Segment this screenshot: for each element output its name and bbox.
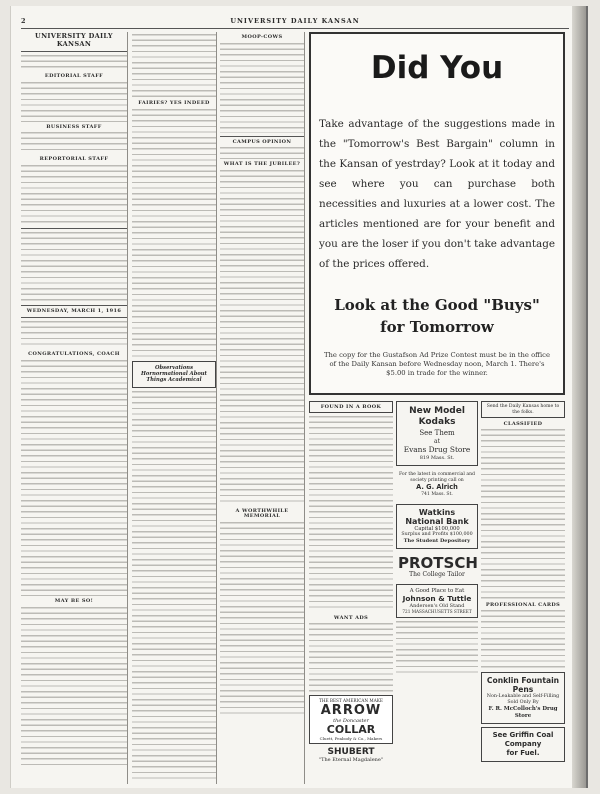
fairies-article — [132, 109, 216, 359]
arrow-collar-word: COLLAR — [326, 722, 376, 736]
arrow-top: THE BEST AMERICAN MAKE — [319, 698, 383, 703]
moop-cows-heading: MOOP-COWS — [241, 34, 283, 40]
masthead-notices — [21, 232, 127, 302]
jubilee-letter — [220, 170, 304, 506]
ad-headline: Did You — [370, 50, 504, 86]
editorial-staff-heading: EDITORIAL STAFF — [44, 73, 104, 79]
found-heading: FOUND IN A BOOK — [320, 404, 382, 410]
campus-opinion-intro — [220, 147, 304, 159]
conklin-title: Conklin Fountain Pens — [486, 676, 560, 695]
conklin-sub: Non-Leakable and Self-Filling — [486, 694, 560, 700]
watkins-name: Watkins National Bank — [405, 507, 469, 526]
column-2-top-text — [132, 34, 216, 98]
kodaks-see-them: See Them — [419, 429, 455, 437]
griffin-coal-ad — [481, 727, 565, 762]
roberts-ad-text — [396, 621, 478, 675]
moop-cows-poem — [220, 43, 304, 133]
worthwhile-heading: A WORTHWHILE MEMORIAL — [235, 507, 289, 520]
column-rule — [304, 32, 305, 784]
arrow-model: the Doncaster — [333, 717, 369, 724]
arrow-maker: Cluett, Peabody & Co., Makers — [319, 735, 383, 741]
newspaper-page — [10, 6, 588, 788]
conklin-dealer: F. R. McColloch's Drug Store — [488, 706, 558, 720]
johnson-tuttle-ad — [396, 584, 478, 618]
want-ads-list — [309, 623, 393, 693]
shubert-ad — [309, 747, 393, 763]
page-spine-edge — [572, 6, 586, 788]
shubert-name: SHUBERT — [327, 747, 375, 758]
ad-body: Take advantage of the suggestions made in the "Tomorrow's Best Bargain" column in the Kansan of yestrday? Look at it today and see where you can purchase both necessities and luxuries at a lower cost. The articles mentioned are for your benefit and you are the loser if you don't take advantage of the prices offered. — [319, 118, 555, 270]
johnson-name: Johnson & Tuttle — [402, 593, 472, 603]
editorial-staff-list — [21, 82, 127, 122]
divider — [220, 136, 304, 137]
jubilee-heading: WHAT IS THE JUBILEE? — [223, 161, 301, 168]
kodaks-ad — [396, 401, 478, 466]
ads-column — [396, 401, 478, 784]
protsch-tagline: The College Tailor — [409, 570, 465, 578]
masthead-intro-text — [21, 55, 127, 71]
found-article — [309, 416, 393, 612]
observations-article — [132, 391, 216, 783]
professional-cards-list — [481, 610, 565, 670]
dateline: WEDNESDAY, MARCH 1, 1916 — [26, 307, 122, 314]
column-rule — [216, 32, 217, 784]
wilson-item-text — [21, 321, 127, 349]
conklin-sold: Sold Only By — [507, 700, 539, 706]
arrow-collar-ad — [309, 695, 393, 744]
masthead-name: UNIVERSITY DAILY KANSAN — [35, 32, 113, 48]
business-staff-list — [21, 132, 127, 154]
alrich-name: A. G. Alrich — [416, 483, 458, 492]
running-title: UNIVERSITY DAILY KANSAN — [230, 17, 360, 25]
business-staff-heading: BUSINESS STAFF — [46, 123, 102, 130]
protsch-name: PROTSCH — [398, 553, 478, 572]
may-be-so-article — [21, 607, 127, 767]
divider — [21, 317, 127, 318]
arrow-brand: ARROW — [320, 702, 382, 718]
griffin-line-1: See Griffin Coal Company — [492, 731, 554, 749]
column-2 — [132, 32, 216, 784]
fairies-heading: FAIRIES? YES INDEED — [138, 100, 210, 106]
ad-look-line-2: for Tomorrow — [380, 318, 494, 336]
conklin-ad — [481, 672, 565, 724]
ad-footer: The copy for the Gustafson Ad Prize Contest must be in the office of the Daily Kansan before Wednesday noon, March 1. There's $5.00 in trade for the winner. — [323, 351, 550, 377]
classified-column — [481, 401, 565, 784]
classified-heading: CLASSIFIED — [503, 421, 543, 428]
johnson-intro: A Good Place to Eat — [409, 587, 465, 594]
watkins-capital: Capital $100,000 — [414, 525, 460, 532]
send-home-text: Send the Daily Kansas home to the folks. — [486, 404, 560, 415]
ad-look-line-1: Look at the Good "Buys" — [334, 296, 540, 314]
may-be-so-heading: MAY BE SO! — [54, 597, 94, 604]
found-in-book-box — [309, 401, 393, 413]
professional-cards-heading: PROFESSIONAL CARDS — [485, 602, 561, 609]
campus-opinion-heading: CAMPUS OPINION — [232, 138, 292, 145]
classified-list — [481, 429, 565, 599]
found-column — [309, 401, 393, 784]
did-you-advertisement — [309, 32, 565, 395]
worthwhile-letter — [220, 522, 304, 718]
protsch-ad — [396, 552, 478, 581]
divider — [21, 305, 127, 306]
congratulations-heading: CONGRATULATIONS, COACH — [28, 351, 120, 358]
column-3 — [220, 32, 304, 784]
column-rule — [127, 32, 128, 784]
alrich-address: 741 Mass. St. — [421, 492, 453, 498]
watkins-tagline: The Student Depository — [403, 538, 471, 545]
observations-heading: Observations Hornormational About Things Academical — [141, 364, 207, 384]
congratulations-article — [21, 360, 127, 596]
watkins-surplus: Surplus and Profits $100,000 — [401, 532, 473, 538]
kodaks-title: New Model Kodaks — [409, 406, 465, 427]
shubert-show: "The Eternal Magdalene" — [318, 757, 384, 764]
watkins-bank-ad — [396, 504, 478, 549]
kodaks-address: 819 Mass. St. — [419, 455, 455, 461]
johnson-sub: Andersen's Old Stand — [409, 602, 465, 609]
want-ads-heading: WANT ADS — [333, 615, 369, 621]
alrich-intro: For the latest in commercial and society printing call on — [399, 472, 475, 483]
send-home-box — [481, 401, 565, 418]
kodaks-at: at — [434, 438, 440, 445]
page-number: 2 — [21, 17, 27, 25]
divider — [21, 51, 127, 52]
observations-box — [132, 361, 216, 388]
divider — [21, 228, 127, 229]
reportorial-staff-list — [21, 165, 127, 225]
griffin-line-2: for Fuel. — [506, 749, 540, 758]
ad-call-to-action — [311, 294, 563, 338]
alrich-ad — [396, 469, 478, 501]
kodaks-store: Evans Drug Store — [403, 445, 471, 454]
reportorial-staff-heading: REPORTORIAL STAFF — [39, 156, 109, 163]
column-1 — [21, 32, 127, 784]
johnson-address: 721 MASSACHUSETTS STREET — [402, 608, 472, 614]
page-header — [21, 16, 569, 29]
